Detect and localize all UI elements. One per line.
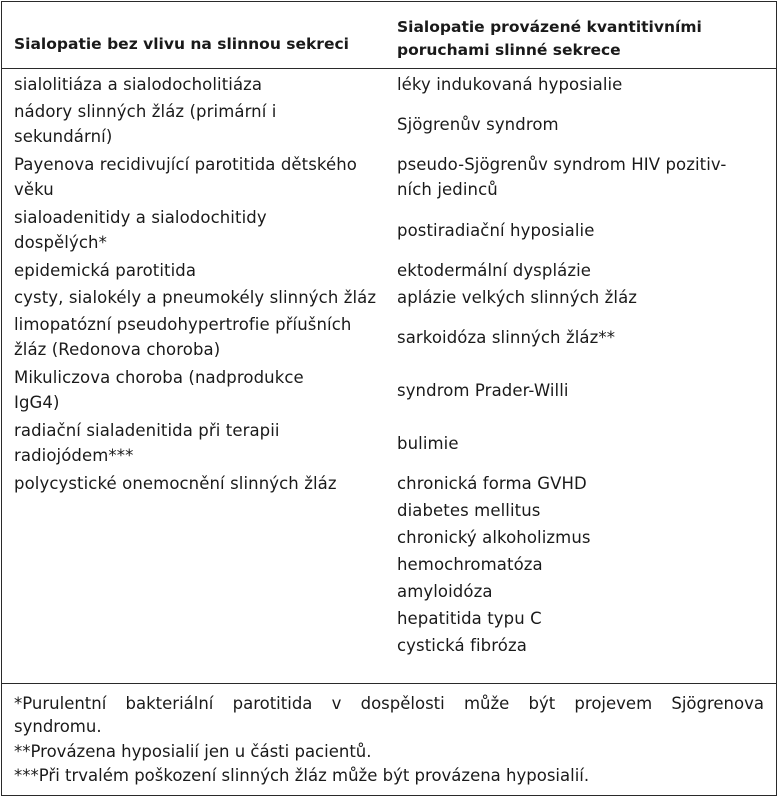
footnotes [2, 683, 776, 795]
table-cell-right [397, 325, 767, 350]
table-cell-right [397, 498, 767, 523]
table-cell-right [397, 152, 767, 202]
header-left: Sialopatie bez vlivu na slinnou sekreci [14, 35, 349, 53]
cell-line: Payenova recidivující parotitida dětského [14, 155, 357, 174]
cell-line: sarkoidóza slinných žláz** [397, 327, 616, 347]
cell-line: hepatitida typu C [397, 609, 542, 628]
footnote-1 [14, 692, 764, 738]
cell-line: žláz (Redonova choroba) [14, 340, 221, 359]
table-cell-right [397, 579, 767, 604]
cell-line: hemochromatóza [397, 555, 543, 574]
header-right-line: Sialopatie provázené kvantitivními [397, 18, 702, 36]
table-cell-right [397, 525, 767, 550]
cell-line: IgG4) [14, 393, 60, 412]
table-cell-left [14, 312, 384, 362]
cell-line: radiační sialadenitida při terapii [14, 421, 280, 440]
table-cell-right [397, 285, 767, 310]
cell-line: nádory slinných žláz (primární i [14, 102, 277, 121]
cell-line: radiojódem*** [14, 446, 134, 465]
table-cell-left [14, 205, 384, 255]
table-cell-right [397, 72, 767, 97]
table-cell-left [14, 418, 384, 468]
table-cell-right [397, 471, 767, 496]
table-cell-right [397, 378, 767, 403]
table-cell-left [14, 285, 384, 310]
cell-line: postiradiační hyposialie [397, 220, 595, 240]
cell-line: diabetes mellitus [397, 501, 541, 520]
table-cell-left [14, 99, 384, 149]
table-header [2, 2, 776, 69]
table-cell-right [397, 606, 767, 631]
cell-line: věku [14, 180, 54, 199]
cell-line: syndrom Prader-Willi [397, 380, 569, 400]
cell-line: cysty, sialokély a pneumokély slinných žláz [14, 288, 377, 307]
cell-line: polycystické onemocnění slinných žláz [14, 474, 337, 493]
table-cell-right [397, 431, 767, 456]
table-cell-right [397, 258, 767, 283]
table-cell-right [397, 552, 767, 577]
table-cell-left [14, 258, 384, 283]
cell-line: limopatózní pseudohypertrofie příušních [14, 315, 352, 334]
cell-line: ních jedinců [397, 180, 498, 199]
cell-line: pseudo-Sjögrenův syndrom HIV pozitiv- [397, 155, 727, 174]
table-cell-right [397, 633, 767, 658]
footnote-2: **Provázena hyposialií jen u části pacientů. [14, 742, 372, 761]
cell-line: léky indukovaná hyposialie [397, 75, 623, 94]
header-right-line: poruchami slinné sekrece [397, 41, 621, 59]
cell-line: sialoadenitidy a sialodochitidy [14, 208, 267, 227]
table-cell-left [14, 471, 384, 496]
cell-line: epidemická parotitida [14, 261, 197, 280]
footnote-line: syndromu. [14, 717, 102, 736]
table-cell-left [14, 365, 384, 415]
cell-line: chronická forma GVHD [397, 474, 587, 493]
cell-line: Sjögrenův syndrom [397, 114, 559, 134]
header-right [397, 16, 767, 62]
cell-line: amyloidóza [397, 582, 493, 601]
cell-line: aplázie velkých slinných žláz [397, 288, 638, 307]
cell-line: cystická fibróza [397, 636, 527, 655]
cell-line: bulimie [397, 433, 459, 453]
cell-line: ektodermální dysplázie [397, 261, 592, 280]
footnote-line: *Purulentní bakteriální parotitida v dospělosti může být projevem Sjögrenova [14, 694, 764, 713]
cell-line: Mikuliczova choroba (nadprodukce [14, 368, 304, 387]
cell-line: sialolitiáza a sialodocholitiáza [14, 75, 263, 94]
cell-line: chronický alkoholizmus [397, 528, 591, 547]
table-cell-left [14, 152, 384, 202]
footnote-3: ***Při trvalém poškození slinných žláz může být provázena hyposialií. [14, 766, 590, 785]
table-cell-right [397, 112, 767, 137]
cell-line: sekundární) [14, 127, 113, 146]
table-frame [1, 1, 777, 796]
cell-line: dospělých* [14, 233, 107, 252]
table-cell-left [14, 72, 384, 97]
table-cell-right [397, 218, 767, 243]
